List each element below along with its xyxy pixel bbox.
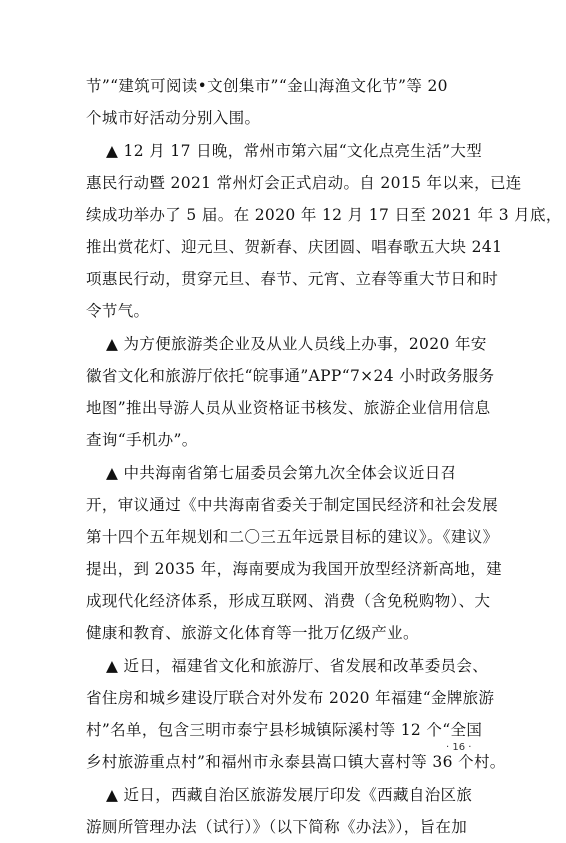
text-line: 惠民行动暨 2021 常州灯会正式启动。自 2015 年以来，已连 xyxy=(86,174,522,192)
text-line: 续成功举办了 5 届。在 2020 年 12 月 17 日至 2021 年 3 月底， xyxy=(86,206,562,224)
text-line: ▲ 近日，福建省文化和旅游厅、省发展和改革委员会、 xyxy=(106,657,489,675)
paragraph-1 xyxy=(86,70,482,134)
paragraph-5 xyxy=(86,650,506,778)
text-line: ▲ 中共海南省第七届委员会第九次全体会议近日召 xyxy=(106,464,457,482)
text-line: 节”“建筑可阅读•文创集市”“金山海渔文化节”等 20 xyxy=(86,77,448,95)
text-line: 令节气。 xyxy=(86,302,150,320)
paragraph-4 xyxy=(86,457,502,649)
text-line: 游厕所管理办法（试行）》（以下简称《办法》），旨在加 xyxy=(86,818,468,836)
text-line: 省住房和城乡建设厅联合对外发布 2020 年福建“金牌旅游 xyxy=(86,689,495,707)
text-line: 个城市好活动分别入围。 xyxy=(86,109,261,127)
text-line: 项惠民行动，贯穿元旦、春节、元宵、立春等重大节日和时 xyxy=(86,270,499,288)
text-line: 第十四个五年规划和二〇三五年远景目标的建议》。《建议》 xyxy=(86,528,499,546)
text-line: 提出，到 2035 年，海南要成为我国开放型经济新高地，建 xyxy=(86,560,502,578)
text-line: ▲ 12 月 17 日晚，常州市第六届“文化点亮生活”大型 xyxy=(106,142,483,160)
text-line: ▲ 为方便旅游类企业及从业人员线上办事，2020 年安 xyxy=(106,335,487,353)
text-line: 健康和教育、旅游文化体育等一批万亿级产业。 xyxy=(86,624,419,642)
paragraph-6 xyxy=(86,779,482,843)
text-line: 乡村旅游重点村”和福州市永泰县嵩口镇大喜村等 36 个村。 xyxy=(86,753,506,771)
text-line: 查询“手机办”。 xyxy=(86,431,198,449)
paragraph-3 xyxy=(86,328,495,456)
text-line: 成现代化经济体系，形成互联网、消费（含免税购物）、大 xyxy=(86,592,491,610)
text-line: 开，审议通过《中共海南省委关于制定国民经济和社会发展 xyxy=(86,496,499,514)
page-number: · 16 · xyxy=(446,742,472,753)
paragraph-2 xyxy=(86,135,562,327)
text-line: 徽省文化和旅游厅依托“皖事通”APP“7×24 小时政务服务 xyxy=(86,367,495,385)
body-text xyxy=(86,70,562,843)
text-line: 村”名单，包含三明市泰宁县杉城镇际溪村等 12 个“全国 xyxy=(86,721,483,739)
text-line: 推出赏花灯、迎元旦、贺新春、庆团圆、唱春歌五大块 241 xyxy=(86,238,503,256)
text-line: 地图”推出导游人员从业资格证书核发、旅游企业信用信息 xyxy=(86,399,491,417)
text-line: ▲ 近日，西藏自治区旅游发展厅印发《西藏自治区旅 xyxy=(106,786,473,804)
